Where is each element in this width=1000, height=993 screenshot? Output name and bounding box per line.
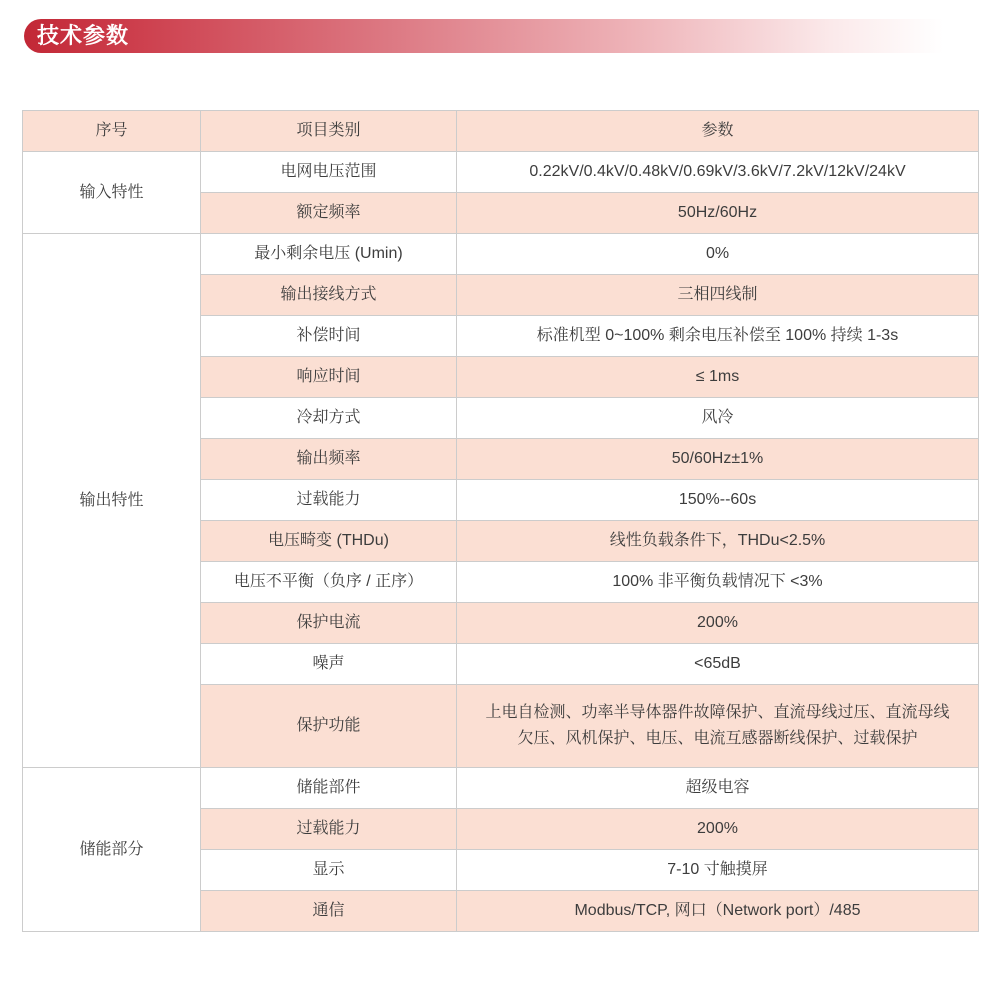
value-cell: 200% (457, 809, 979, 850)
value-cell: 7-10 寸触摸屏 (457, 850, 979, 891)
value-cell: 标准机型 0~100% 剩余电压补偿至 100% 持续 1-3s (457, 316, 979, 357)
value-cell: 100% 非平衡负载情况下 <3% (457, 562, 979, 603)
value-cell: 三相四线制 (457, 275, 979, 316)
table-row (23, 152, 979, 193)
item-cell: 保护电流 (201, 603, 457, 644)
table-row (23, 234, 979, 275)
item-cell: 电压畸变 (THDu) (201, 521, 457, 562)
item-cell: 储能部件 (201, 768, 457, 809)
item-cell: 额定频率 (201, 193, 457, 234)
value-cell: 0.22kV/0.4kV/0.48kV/0.69kV/3.6kV/7.2kV/12kV/24kV (457, 152, 979, 193)
section-title: 技术参数 (37, 23, 130, 48)
table-row (23, 768, 979, 809)
specs-table-body (23, 152, 979, 932)
item-cell: 响应时间 (201, 357, 457, 398)
header-row (23, 111, 979, 152)
group-cell: 储能部分 (23, 768, 201, 932)
value-cell: 风冷 (457, 398, 979, 439)
value-cell: ≤ 1ms (457, 357, 979, 398)
value-cell: 超级电容 (457, 768, 979, 809)
item-cell: 最小剩余电压 (Umin) (201, 234, 457, 275)
col-header-category: 项目类别 (201, 111, 457, 152)
value-cell: 50Hz/60Hz (457, 193, 979, 234)
item-cell: 输出接线方式 (201, 275, 457, 316)
item-cell: 噪声 (201, 644, 457, 685)
item-cell: 补偿时间 (201, 316, 457, 357)
item-cell: 过载能力 (201, 809, 457, 850)
group-cell: 输出特性 (23, 234, 201, 768)
item-cell: 电网电压范围 (201, 152, 457, 193)
value-cell: <65dB (457, 644, 979, 685)
item-cell: 电压不平衡（负序 / 正序） (201, 562, 457, 603)
value-cell: Modbus/TCP, 网口（Network port）/485 (457, 891, 979, 932)
value-cell: 0% (457, 234, 979, 275)
value-cell: 50/60Hz±1% (457, 439, 979, 480)
value-cell: 200% (457, 603, 979, 644)
specs-table (22, 110, 979, 932)
item-cell: 过载能力 (201, 480, 457, 521)
value-cell: 上电自检测、功率半导体器件故障保护、直流母线过压、直流母线欠压、风机保护、电压、电流互感器断线保护、过载保护 (457, 685, 979, 768)
item-cell: 通信 (201, 891, 457, 932)
section-banner (24, 19, 962, 53)
col-header-parameter: 参数 (457, 111, 979, 152)
item-cell: 显示 (201, 850, 457, 891)
group-cell: 输入特性 (23, 152, 201, 234)
value-cell: 150%--60s (457, 480, 979, 521)
value-cell: 线性负载条件下，THDu<2.5% (457, 521, 979, 562)
item-cell: 输出频率 (201, 439, 457, 480)
col-header-serial: 序号 (23, 111, 201, 152)
item-cell: 保护功能 (201, 685, 457, 768)
item-cell: 冷却方式 (201, 398, 457, 439)
